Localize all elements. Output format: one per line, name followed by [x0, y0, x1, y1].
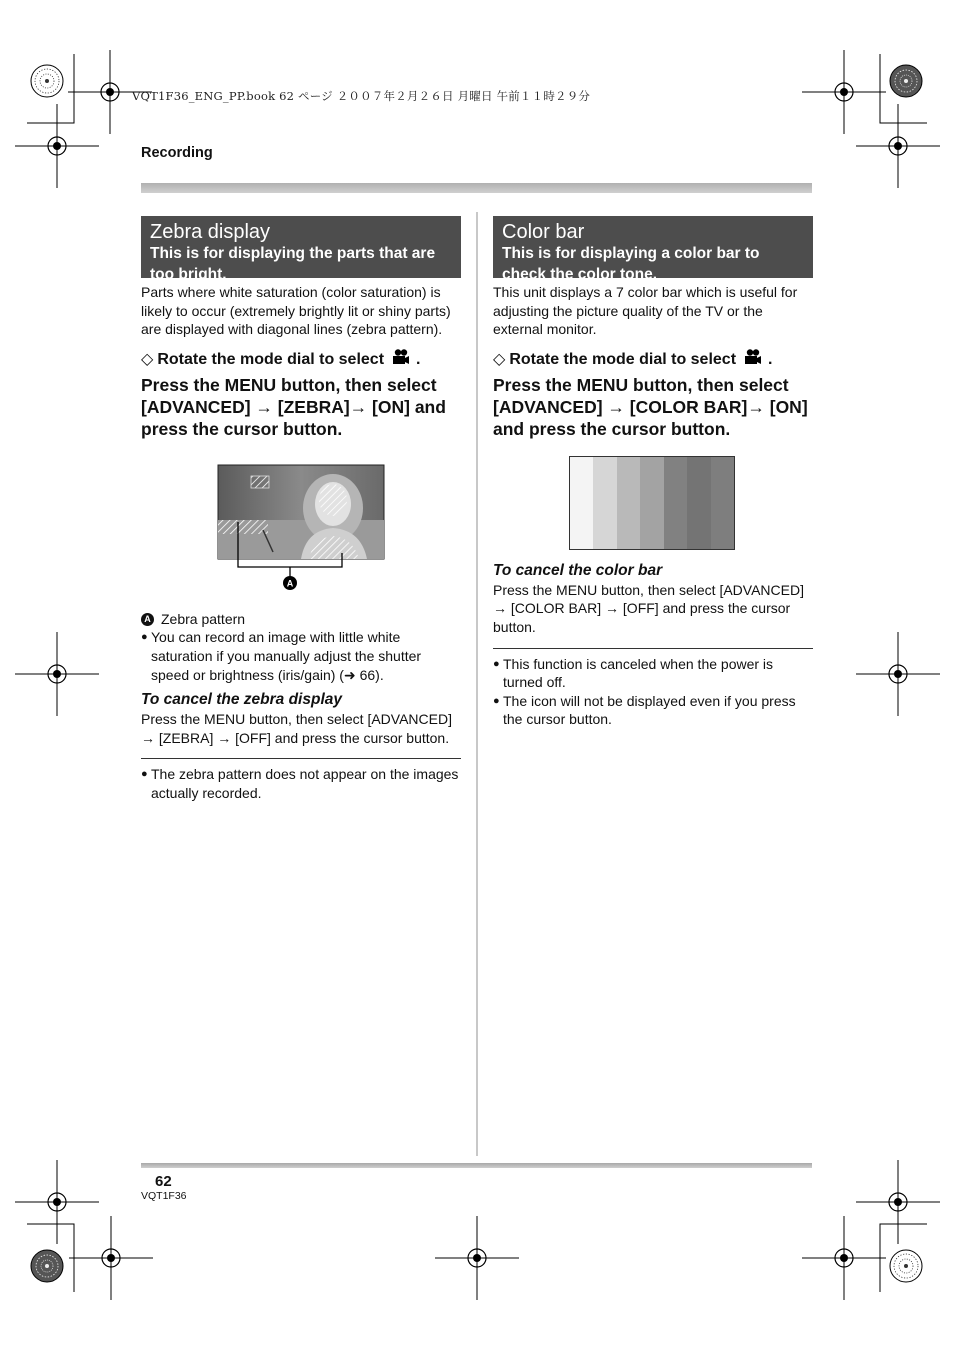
zebra-note: [141, 765, 461, 802]
colorbar-note-1: [493, 655, 813, 692]
movie-camera-icon: [392, 349, 410, 371]
model-code: VQT1F36: [141, 1190, 187, 1202]
zebra-title: Zebra display: [150, 221, 271, 243]
zebra-intro: Parts where white saturation (color saturation) is likely to occur (extremely brightly lit or shiny parts) are displayed with diagonal lines (zebra pattern).: [141, 284, 451, 338]
zebra-image-callout: A: [286, 578, 294, 589]
page-number: 62: [155, 1173, 172, 1190]
zebra-note-rule: [141, 758, 461, 759]
bullet-icon: ●: [493, 657, 500, 670]
colorbar-cancel-title: To cancel the color bar: [493, 561, 663, 579]
zebra-cancel-title: To cancel the zebra display: [141, 691, 342, 709]
color-bar-stripe-5: [664, 457, 687, 549]
zebra-step2: Press the MENU button, then select [ADVANCED] → [ZEBRA]→ [ON] and press the cursor button.: [141, 374, 446, 439]
colorbar-intro: This unit displays a 7 color bar which is useful for adjusting the picture quality of the TV or the external monitor.: [493, 284, 798, 338]
zebra-bullet-1: [141, 628, 461, 684]
zebra-note-text: The zebra pattern does not appear on the images actually recorded.: [151, 766, 459, 801]
section-label: Recording: [141, 145, 213, 161]
color-bar-section: [493, 216, 813, 729]
colorbar-step1: ◇ Rotate the mode dial to select .: [493, 349, 813, 371]
colorbar-subtitle: This is for displaying a color bar to check the color tone.: [502, 245, 760, 283]
zebra-callout-text: Zebra pattern: [161, 610, 246, 627]
color-bar-stripe-4: [640, 457, 663, 549]
color-bar-stripe-6: [687, 457, 710, 549]
zebra-cancel-text: Press the MENU button, then select [ADVANCED] → [ZEBRA] → [OFF] and press the cursor button.: [141, 711, 452, 746]
color-bar-stripe-2: [593, 457, 616, 549]
color-bar-stripe-7: [711, 457, 734, 549]
zebra-callout-note: [141, 610, 461, 629]
colorbar-heading-box: [493, 216, 813, 283]
colorbar-step1-text: Rotate the mode dial to select: [509, 350, 737, 368]
column-divider: [476, 212, 478, 1156]
bullet-icon: ●: [141, 768, 148, 781]
colorbar-step2: Press the MENU button, then select [ADVANCED] → [COLOR BAR]→ [ON] and press the cursor button.: [493, 374, 808, 439]
colorbar-title: Color bar: [502, 221, 585, 243]
movie-camera-icon: [744, 349, 762, 371]
callout-a-icon: A: [141, 613, 154, 626]
zebra-step1-text: Rotate the mode dial to select: [157, 350, 385, 368]
zebra-step1: ◇ Rotate the mode dial to select .: [141, 349, 461, 371]
colorbar-cancel-text: Press the MENU button, then select [ADVANCED] → [COLOR BAR] → [OFF] and press the cursor button.: [493, 581, 804, 635]
zebra-illustration: [141, 460, 461, 610]
diamond-icon: ◇: [141, 350, 154, 368]
zebra-subtitle: This is for displaying the parts that are too bright.: [150, 245, 436, 283]
zebra-display-section: [141, 216, 461, 803]
header-bar: [141, 183, 812, 193]
colorbar-note-2-text: The icon will not be displayed even if you press the cursor button.: [503, 692, 796, 728]
color-bar-stripe-1: [570, 457, 593, 549]
zebra-bullet-1-text: You can record an image with little white saturation if you manually adjust the shutter speed or brightness (iris/gain) (➜ 66).: [151, 629, 422, 683]
colorbar-note-2: [493, 692, 813, 729]
zebra-example-image: [141, 460, 461, 610]
diamond-icon: ◇: [493, 350, 506, 368]
color-bar-illustration: [569, 456, 735, 550]
bullet-icon: ●: [493, 694, 500, 707]
bullet-icon: ●: [141, 631, 148, 644]
footer-bar: [141, 1163, 812, 1168]
zebra-heading-box: [141, 216, 461, 283]
colorbar-note-1-text: This function is canceled when the power is turned off.: [503, 655, 774, 691]
colorbar-note-rule: [493, 648, 813, 649]
color-bar-stripe-3: [617, 457, 640, 549]
print-info-line: VQT1F36_ENG_PP.book 62 ページ ２００７年２月２６日 月曜日 午前１１時２９分: [132, 89, 591, 103]
